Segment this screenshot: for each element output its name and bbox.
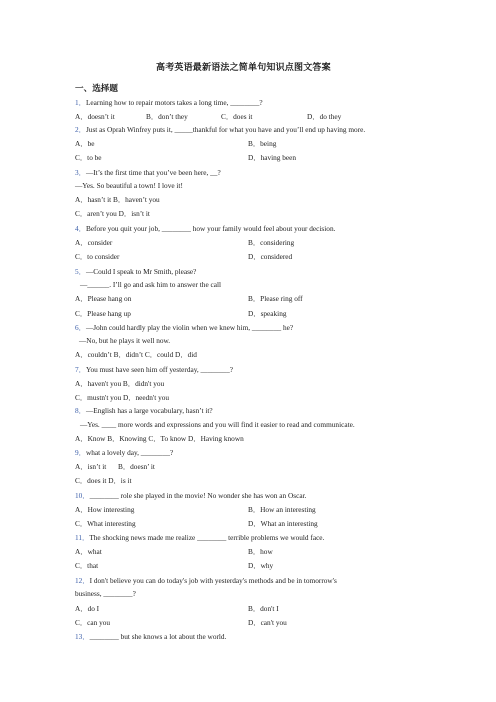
- option-d[interactable]: D．considered: [248, 252, 293, 261]
- option-c[interactable]: C．that: [75, 561, 99, 570]
- option-a[interactable]: A．doesn’t it: [75, 112, 115, 121]
- document-title: 高考英语最新语法之简单句知识点图文答案: [156, 62, 331, 72]
- option-b[interactable]: B．being: [248, 139, 277, 148]
- question-stem: You must have seen him off yesterday, ________?: [85, 365, 233, 374]
- question-number: 8．: [75, 406, 86, 415]
- option-d[interactable]: D．speaking: [248, 309, 287, 318]
- option-d[interactable]: D．can't you: [248, 618, 287, 627]
- option-a[interactable]: A．Please hang on: [75, 294, 132, 303]
- question-stem-line2: —______. I’ll go and ask him to answer the call: [80, 280, 222, 289]
- option-b[interactable]: B．don’t they: [146, 112, 188, 121]
- option-ab[interactable]: A．haven't you B．didn't you: [75, 379, 165, 388]
- option-c[interactable]: C．to consider: [75, 252, 120, 261]
- question-stem: —English has a large vocabulary, hasn’t it?: [85, 406, 213, 415]
- question-stem: The shocking news made me realize ________ terrible problems we would face.: [89, 533, 325, 542]
- question-stem: I don't believe you can do today's job with yesterday's methods and be in tomorrow's: [89, 576, 337, 585]
- option-b[interactable]: B．How an interesting: [248, 505, 316, 514]
- question-stem-line2: —No, but he plays it well now.: [79, 336, 171, 345]
- option-b[interactable]: B．how: [248, 547, 273, 556]
- question-number: 2．: [75, 125, 86, 134]
- option-a[interactable]: A．consider: [75, 238, 113, 247]
- question-stem: ________ role she played in the movie! No wonder she has won an Oscar.: [89, 491, 307, 500]
- option-c[interactable]: C．Please hang up: [75, 309, 131, 318]
- option-b[interactable]: B．don't I: [248, 604, 279, 613]
- option-a[interactable]: A．what: [75, 547, 102, 556]
- option-b[interactable]: B．doesn’ it: [118, 462, 155, 471]
- question-stem: Learning how to repair motors takes a long time, ________?: [85, 98, 263, 107]
- question-stem: —It’s the first time that you’ve been here, __?: [85, 168, 221, 177]
- question-number: 9．: [75, 448, 86, 457]
- option-abcd[interactable]: A．couldn’t B．didn’t C．could D．did: [75, 350, 197, 359]
- section-heading: 一、选择题: [75, 83, 118, 93]
- question-stem-line2: —Yes. ____ more words and expressions and you will find it easier to read and communicate.: [80, 420, 355, 429]
- option-cd[interactable]: C．aren’t you D．isn’t it: [75, 209, 150, 218]
- option-c[interactable]: C．can you: [75, 618, 111, 627]
- option-b[interactable]: B．considering: [248, 238, 295, 247]
- option-cd[interactable]: C．does it D．is it: [75, 476, 132, 485]
- option-d[interactable]: D．do they: [307, 112, 342, 121]
- option-c[interactable]: C．does it: [221, 112, 253, 121]
- option-ab[interactable]: A．hasn’t it B．haven’t you: [75, 195, 160, 204]
- question-number: 3．: [75, 168, 86, 177]
- option-d[interactable]: D．why: [248, 561, 274, 570]
- option-a[interactable]: A．be: [75, 139, 95, 148]
- option-d[interactable]: D．having been: [248, 153, 297, 162]
- question-number: 1．: [75, 98, 86, 107]
- question-number: 13．: [75, 632, 90, 641]
- option-b[interactable]: B．Please ring off: [248, 294, 303, 303]
- question-number: 5．: [75, 267, 86, 276]
- question-number: 12．: [75, 576, 90, 585]
- option-a[interactable]: A．isn’t it: [75, 462, 107, 471]
- option-c[interactable]: C．to be: [75, 153, 102, 162]
- question-number: 4．: [75, 224, 86, 233]
- option-cd[interactable]: C．mustn't you D．needn't you: [75, 393, 170, 402]
- question-stem-line2: business, ________?: [75, 589, 136, 598]
- question-stem: —John could hardly play the violin when we knew him, ________ he?: [85, 323, 294, 332]
- option-abcd[interactable]: A．Know B．Knowing C．To know D．Having known: [75, 434, 244, 443]
- question-stem: Just as Oprah Winfrey puts it, _____thankful for what you have and you’ll end up having more.: [85, 125, 366, 134]
- question-number: 10．: [75, 491, 90, 500]
- question-number: 7．: [75, 365, 86, 374]
- question-stem: what a lovely day, ________?: [85, 448, 174, 457]
- question-number: 11．: [75, 533, 90, 542]
- question-number: 6．: [75, 323, 86, 332]
- option-c[interactable]: C．What interesting: [75, 519, 136, 528]
- question-stem: Before you quit your job, ________ how your family would feel about your decision.: [85, 224, 336, 233]
- question-stem: ________ but she knows a lot about the world.: [89, 632, 227, 641]
- option-a[interactable]: A．do I: [75, 604, 100, 613]
- option-a[interactable]: A．How interesting: [75, 505, 135, 514]
- option-d[interactable]: D．What an interesting: [248, 519, 318, 528]
- question-stem: —Could I speak to Mr Smith, please?: [85, 267, 197, 276]
- question-stem-line2: —Yes. So beautiful a town! I love it!: [75, 181, 183, 190]
